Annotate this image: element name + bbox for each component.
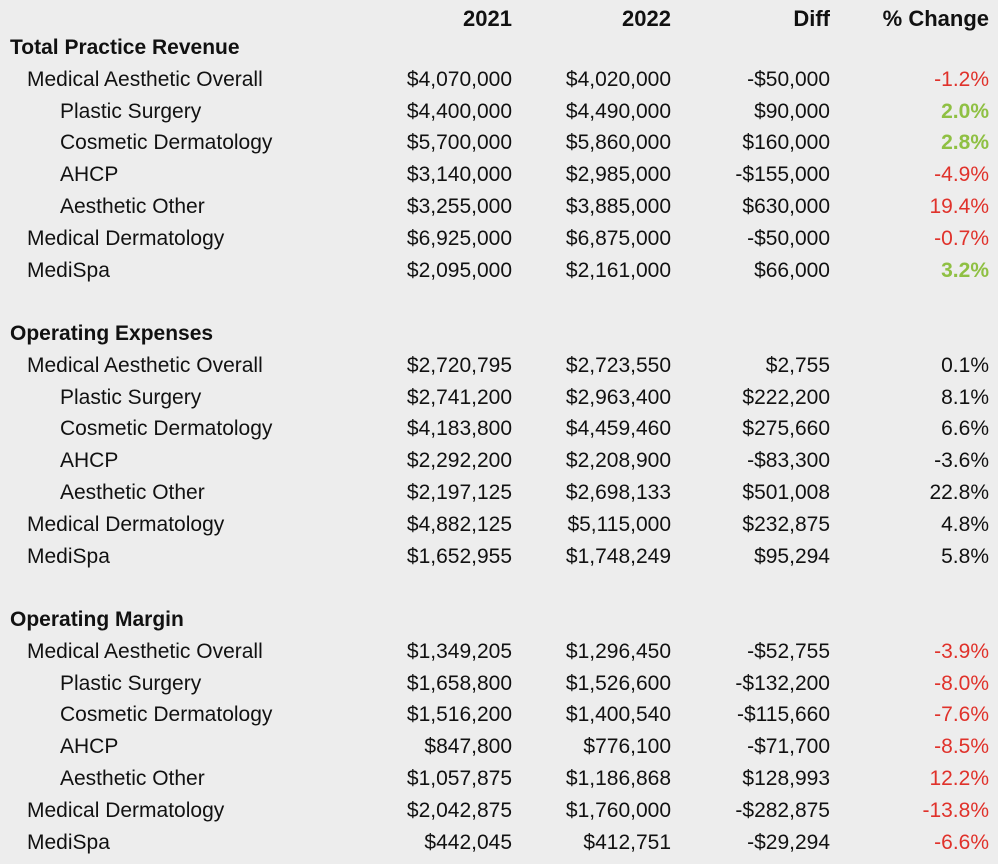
- value-pct-change: -3.6%: [934, 449, 989, 473]
- value-2021: $6,925,000: [406, 226, 512, 250]
- value-2021: $4,183,800: [406, 417, 512, 441]
- table-row: [0, 763, 998, 794]
- value-diff: -$282,875: [735, 798, 830, 822]
- value-2021: $1,516,200: [406, 703, 512, 727]
- table-row: [0, 255, 998, 286]
- value-2022: $6,875,000: [565, 226, 671, 250]
- value-2021: $1,658,800: [406, 671, 512, 695]
- table-row: [0, 159, 998, 190]
- value-diff: $95,294: [754, 544, 830, 568]
- table-row: [0, 477, 998, 508]
- value-diff: $2,755: [765, 353, 830, 377]
- value-2022: $412,751: [583, 830, 671, 854]
- value-2022: $3,885,000: [565, 195, 671, 218]
- value-pct-change: 2.8%: [941, 131, 989, 155]
- value-diff: $90,000: [754, 99, 830, 123]
- section-title: Total Practice Revenue: [10, 36, 240, 59]
- value-diff: -$50,000: [747, 67, 830, 91]
- value-pct-change: 6.6%: [941, 417, 989, 441]
- value-2022: $2,208,900: [565, 449, 671, 473]
- value-diff: -$29,294: [747, 830, 830, 854]
- value-diff: $160,000: [742, 131, 830, 155]
- value-diff: -$115,660: [736, 703, 830, 727]
- value-pct-change: 2.0%: [941, 99, 989, 123]
- row-label: MediSpa: [27, 830, 110, 854]
- table-row: [0, 127, 998, 158]
- row-label: AHCP: [60, 735, 119, 759]
- row-label: MediSpa: [27, 258, 110, 282]
- value-diff: -$132,200: [735, 671, 830, 695]
- section-title: Operating Expenses: [10, 322, 214, 345]
- value-2021: $2,095,000: [406, 258, 512, 282]
- value-2021: $5,700,000: [406, 131, 512, 155]
- value-diff: $128,993: [742, 767, 830, 790]
- value-2021: $1,057,875: [406, 767, 512, 790]
- row-label: AHCP: [60, 163, 119, 187]
- value-2021: $4,070,000: [406, 67, 512, 91]
- value-2022: $1,296,450: [565, 639, 671, 663]
- value-diff: $275,660: [742, 417, 830, 441]
- value-2022: $1,760,000: [565, 798, 671, 822]
- value-2022: $1,400,540: [565, 703, 671, 727]
- value-2021: $1,349,205: [406, 639, 512, 663]
- section-title-row: [0, 32, 998, 63]
- table-row: [0, 191, 998, 222]
- value-pct-change: 4.8%: [941, 512, 989, 536]
- value-2021: $1,652,955: [406, 544, 512, 568]
- value-pct-change: 5.8%: [941, 544, 989, 568]
- value-2021: $4,882,125: [406, 512, 512, 536]
- value-2021: $4,400,000: [406, 99, 512, 123]
- section-title-row: [0, 604, 998, 635]
- value-diff: $222,200: [742, 385, 830, 409]
- row-label: Medical Dermatology: [27, 226, 225, 250]
- row-label: Medical Aesthetic Overall: [27, 639, 263, 663]
- value-pct-change: -8.5%: [934, 735, 989, 759]
- table-row: [0, 827, 998, 858]
- row-label: Medical Dermatology: [27, 512, 225, 536]
- value-2021: $2,197,125: [406, 481, 512, 504]
- value-diff: $501,008: [742, 481, 830, 504]
- value-diff: $630,000: [742, 195, 830, 218]
- header-2021: 2021: [463, 6, 512, 31]
- row-label: Cosmetic Dermatology: [60, 703, 273, 727]
- value-pct-change: 8.1%: [941, 385, 989, 409]
- row-label: MediSpa: [27, 544, 110, 568]
- header-pct-change: % Change: [882, 6, 989, 31]
- value-2021: $2,720,795: [406, 353, 512, 377]
- header-diff: Diff: [793, 6, 830, 31]
- table-row: [0, 636, 998, 667]
- value-pct-change: 12.2%: [929, 767, 989, 790]
- table-row: [0, 731, 998, 762]
- value-2021: $2,292,200: [406, 449, 512, 473]
- value-pct-change: 22.8%: [929, 481, 989, 504]
- value-2022: $776,100: [583, 735, 671, 759]
- row-label: Plastic Surgery: [60, 385, 202, 409]
- row-label: Medical Dermatology: [27, 798, 225, 822]
- value-pct-change: -1.2%: [934, 67, 989, 91]
- value-2021: $3,140,000: [406, 163, 512, 187]
- table-row: [0, 795, 998, 826]
- value-2022: $2,161,000: [565, 258, 671, 282]
- value-diff: -$155,000: [735, 163, 830, 187]
- table-row: [0, 445, 998, 476]
- value-2022: $4,020,000: [565, 67, 671, 91]
- row-label: Medical Aesthetic Overall: [27, 67, 263, 91]
- table-row: [0, 64, 998, 95]
- value-pct-change: -0.7%: [934, 226, 989, 250]
- value-pct-change: -3.9%: [934, 639, 989, 663]
- value-pct-change: -6.6%: [934, 830, 989, 854]
- value-pct-change: -7.6%: [934, 703, 989, 727]
- table-row: [0, 223, 998, 254]
- value-2021: $2,042,875: [406, 798, 512, 822]
- value-2022: $2,963,400: [565, 385, 671, 409]
- value-2022: $2,723,550: [565, 353, 671, 377]
- value-2022: $4,459,460: [565, 417, 671, 441]
- row-label: Plastic Surgery: [60, 671, 202, 695]
- value-diff: $232,875: [742, 512, 830, 536]
- value-pct-change: -13.8%: [922, 798, 989, 822]
- value-diff: -$50,000: [747, 226, 830, 250]
- value-2022: $5,860,000: [565, 131, 671, 155]
- row-label: Aesthetic Other: [60, 481, 205, 504]
- row-label: Medical Aesthetic Overall: [27, 353, 263, 377]
- row-label: Plastic Surgery: [60, 99, 202, 123]
- table-row: [0, 413, 998, 444]
- value-diff: -$71,700: [747, 735, 830, 759]
- header-2022: 2022: [622, 6, 671, 31]
- value-2021: $442,045: [424, 830, 512, 854]
- row-label: Aesthetic Other: [60, 767, 205, 790]
- value-2021: $3,255,000: [406, 195, 512, 218]
- value-diff: $66,000: [754, 258, 830, 282]
- section-title: Operating Margin: [10, 608, 184, 631]
- value-2022: $5,115,000: [567, 512, 671, 536]
- value-pct-change: -8.0%: [934, 671, 989, 695]
- value-2022: $2,985,000: [565, 163, 671, 187]
- value-pct-change: 3.2%: [941, 258, 989, 282]
- row-label: Cosmetic Dermatology: [60, 131, 273, 155]
- row-label: AHCP: [60, 449, 119, 473]
- table-row: [0, 541, 998, 572]
- value-diff: -$52,755: [747, 639, 830, 663]
- table-row: [0, 350, 998, 381]
- value-2022: $1,526,600: [565, 671, 671, 695]
- table-row: [0, 382, 998, 413]
- table-row: [0, 509, 998, 540]
- section-title-row: [0, 318, 998, 349]
- value-2022: $2,698,133: [565, 481, 671, 504]
- table-row: [0, 699, 998, 730]
- value-2021: $2,741,200: [406, 385, 512, 409]
- value-pct-change: 19.4%: [929, 195, 989, 218]
- value-diff: -$83,300: [747, 449, 830, 473]
- value-2022: $1,748,249: [565, 544, 671, 568]
- table-row: [0, 96, 998, 127]
- table-row: [0, 668, 998, 699]
- row-label: Cosmetic Dermatology: [60, 417, 273, 441]
- row-label: Aesthetic Other: [60, 195, 205, 218]
- value-2022: $4,490,000: [565, 99, 671, 123]
- value-2022: $1,186,868: [565, 767, 671, 790]
- value-2021: $847,800: [424, 735, 512, 759]
- value-pct-change: -4.9%: [934, 163, 989, 187]
- value-pct-change: 0.1%: [941, 353, 989, 377]
